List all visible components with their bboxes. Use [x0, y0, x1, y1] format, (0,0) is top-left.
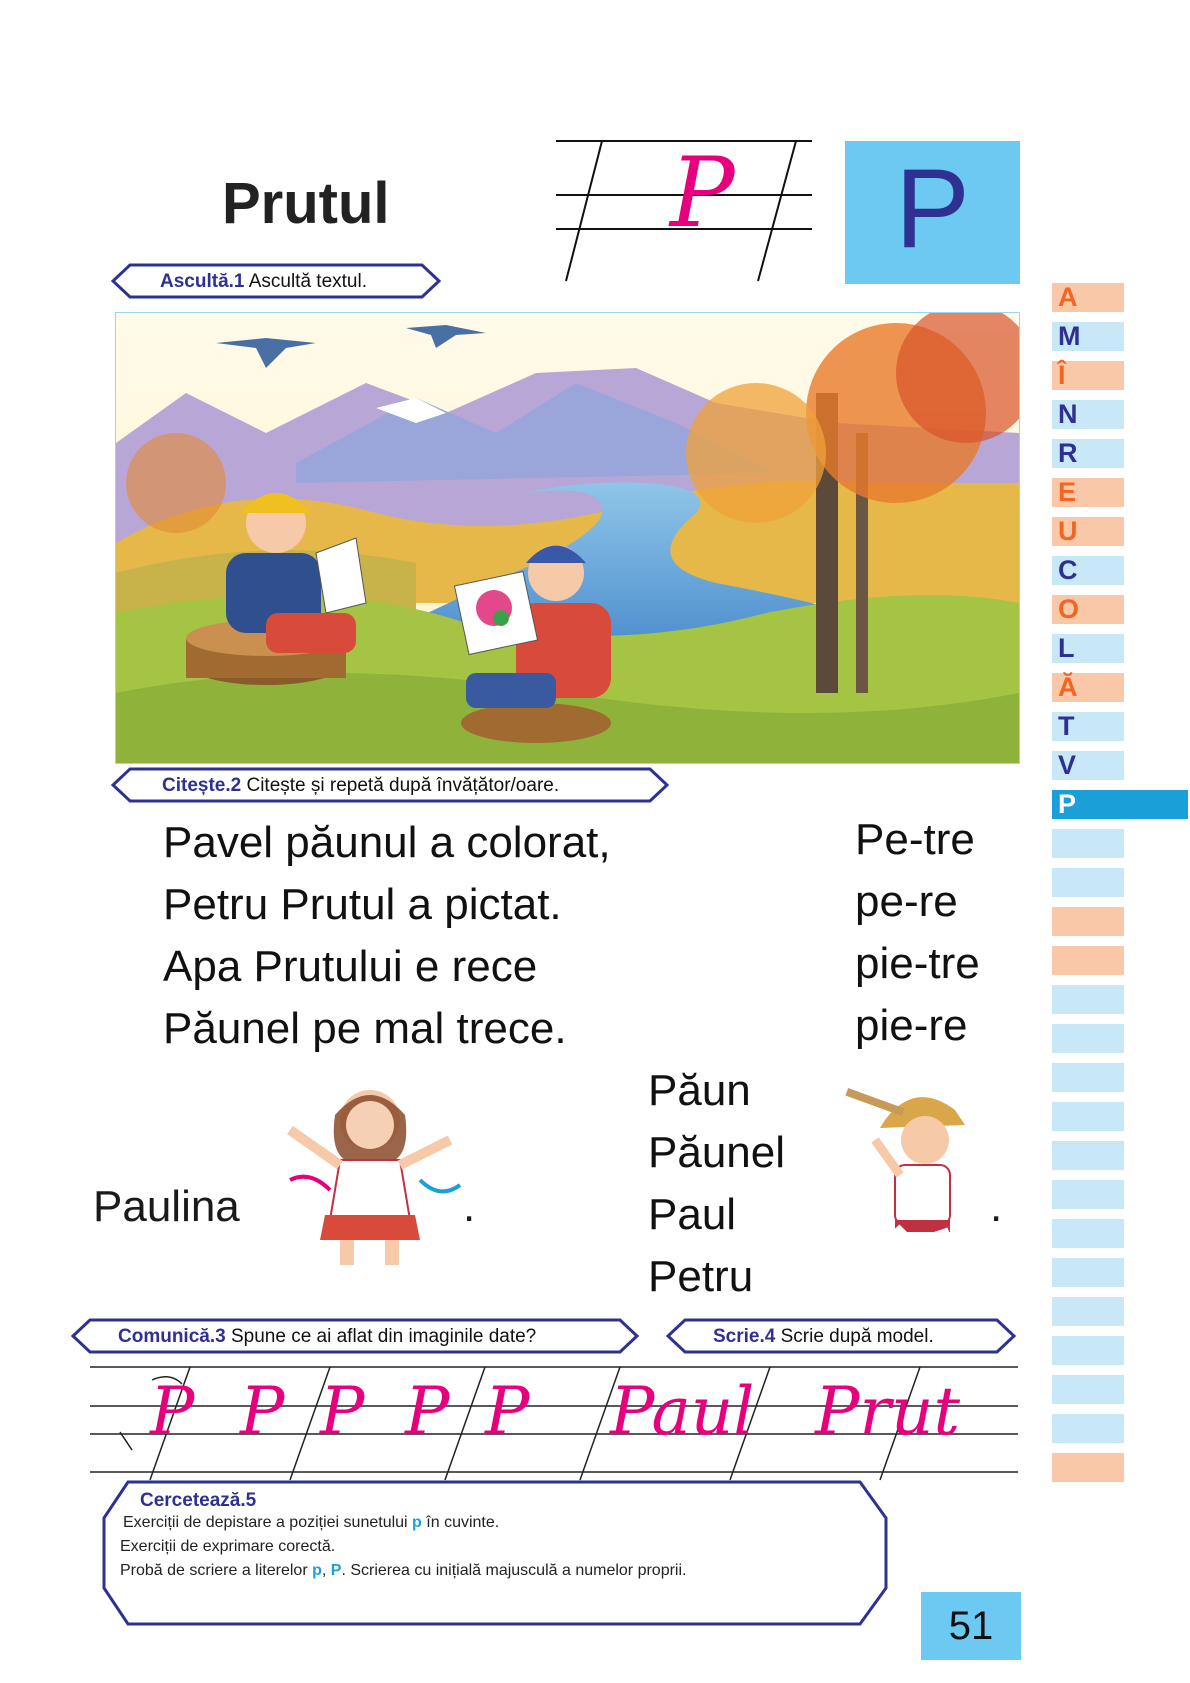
- sidebar-letter-tab: [1052, 946, 1124, 975]
- sidebar-letter: A: [1058, 282, 1078, 312]
- sidebar-letter: E: [1058, 477, 1077, 507]
- task-label: Ascultă.1: [160, 271, 245, 292]
- sidebar-letter-tab[interactable]: [1052, 712, 1124, 741]
- sidebar-letter: T: [1058, 711, 1075, 741]
- cursive-letter: P: [670, 138, 735, 249]
- cursive-model-text: P: [150, 1373, 195, 1450]
- task-label: Scrie.4: [713, 1326, 776, 1347]
- page-title: Prutul: [222, 171, 390, 236]
- cursive-model-text: Prut: [815, 1373, 960, 1450]
- cursive-model-text: P: [320, 1373, 365, 1450]
- task-text: Spune ce ai aflat din imaginile date?: [230, 1326, 537, 1347]
- sidebar-letter-tab[interactable]: [1052, 400, 1124, 429]
- sidebar-letter-tab: [1052, 1375, 1124, 1404]
- task-line: Probă de scriere a literelor p, P. Scrierea cu inițială majusculă a numelor proprii.: [120, 1562, 687, 1579]
- sidebar-letter-tab[interactable]: [1052, 322, 1124, 351]
- syllable-item: pe-re: [855, 877, 958, 926]
- sidebar-letter: O: [1058, 594, 1080, 624]
- poem-line: Apa Prutului e rece: [163, 942, 538, 991]
- task-line: Exerciții de exprimare corectă.: [120, 1538, 336, 1555]
- boy-flute-illustration: [825, 1080, 1005, 1280]
- dot: .: [463, 1182, 476, 1231]
- sidebar-letter: C: [1058, 555, 1078, 585]
- sidebar-letter-tab[interactable]: [1052, 673, 1124, 702]
- syllable-item: Pe-tre: [855, 815, 975, 864]
- cursive-model-text: P: [405, 1373, 450, 1450]
- poem-line: Petru Prutul a pictat.: [163, 880, 562, 929]
- sidebar-letter-tab: [1052, 1180, 1124, 1209]
- sidebar-letter: U: [1058, 516, 1078, 546]
- task-text: Scrie după model.: [780, 1326, 934, 1347]
- sidebar-letter-tab: [1052, 829, 1124, 858]
- poem-line: Pavel păunul a colorat,: [163, 818, 611, 867]
- task-text: Citește și repetă după învățător/oare.: [246, 775, 560, 796]
- task-line: Exerciții de depistare a poziției sunetului p în cuvinte.: [123, 1514, 500, 1531]
- poem-line: Păunel pe mal trece.: [163, 1004, 567, 1053]
- sidebar-letter-tab[interactable]: [1052, 283, 1124, 312]
- word-item: Păunel: [648, 1128, 786, 1177]
- sidebar-letter: Î: [1058, 360, 1066, 390]
- page-number: 51: [921, 1592, 1021, 1660]
- sidebar-letter-tab: [1052, 1063, 1124, 1092]
- sidebar-letter-tab: [1052, 1141, 1124, 1170]
- sidebar-letter: R: [1058, 438, 1078, 468]
- cursive-model-text: P: [240, 1373, 285, 1450]
- sidebar-letter-tab[interactable]: [1052, 634, 1124, 663]
- task-label: Comunică.3: [118, 1326, 226, 1347]
- syllable-item: pie-re: [855, 1001, 968, 1050]
- sidebar-letter-tab[interactable]: [1052, 439, 1124, 468]
- task-box-cerceteaza: [100, 1478, 890, 1628]
- sidebar-letter: Ă: [1058, 672, 1078, 702]
- task-banner-citeste: [110, 766, 670, 804]
- dot: .: [990, 1182, 1003, 1231]
- sidebar-letter-tab[interactable]: [1052, 361, 1124, 390]
- sidebar-letter-tab: [1052, 1258, 1124, 1287]
- task-label: Cercetează.5: [140, 1490, 257, 1511]
- syllable-item: pie-tre: [855, 939, 980, 988]
- task-banner-comunica: [70, 1317, 640, 1355]
- sidebar-letter-tab: [1052, 1453, 1124, 1482]
- word-item: Petru: [648, 1252, 754, 1301]
- sidebar-letter: P: [1058, 789, 1077, 819]
- girl-dancing-illustration: [270, 1070, 470, 1270]
- task-label: Citește.2: [162, 775, 242, 796]
- word-list: [648, 1060, 785, 1308]
- cursive-model-text: Paul: [610, 1373, 755, 1450]
- sidebar-letter: L: [1058, 633, 1075, 663]
- sidebar-letter-tab[interactable]: [1052, 517, 1124, 546]
- word-item: Paul: [648, 1190, 737, 1239]
- sidebar-letter-tab[interactable]: [1052, 478, 1124, 507]
- sidebar-letter-tab[interactable]: [1052, 790, 1188, 819]
- illustration-river-autumn: [115, 312, 1020, 764]
- sidebar-letter-tab: [1052, 907, 1124, 936]
- sidebar-letter-tab: [1052, 1336, 1124, 1365]
- word-item: Păun: [648, 1066, 751, 1115]
- sidebar-letter: M: [1058, 321, 1081, 351]
- cursive-writing-lines: [90, 1362, 1020, 1482]
- sidebar-letter: V: [1058, 750, 1077, 780]
- letter-card: [845, 141, 1020, 284]
- cursive-letter-ruling: [552, 138, 814, 286]
- sidebar-letter: N: [1058, 399, 1078, 429]
- task-banner-scrie: [665, 1317, 1017, 1355]
- cursive-model-text: P: [485, 1373, 530, 1450]
- sidebar-letter-tab: [1052, 1414, 1124, 1443]
- name-paulina: Paulina: [93, 1182, 240, 1231]
- task-text: Ascultă textul.: [248, 271, 367, 292]
- sidebar-letter-tab: [1052, 1102, 1124, 1131]
- sidebar-letter-tab[interactable]: [1052, 751, 1124, 780]
- sidebar-letter-tab: [1052, 1024, 1124, 1053]
- poem: [163, 812, 611, 1060]
- sidebar-letter-tab[interactable]: [1052, 595, 1124, 624]
- big-letter: P: [895, 146, 970, 271]
- sidebar-letter-tab: [1052, 1219, 1124, 1248]
- sidebar-letter-tab: [1052, 1297, 1124, 1326]
- alphabet-sidebar: [1052, 283, 1124, 1492]
- sidebar-letter-tab: [1052, 868, 1124, 897]
- sidebar-letter-tab: [1052, 985, 1124, 1014]
- task-banner-asculta: [110, 262, 442, 300]
- sidebar-letter-tab[interactable]: [1052, 556, 1124, 585]
